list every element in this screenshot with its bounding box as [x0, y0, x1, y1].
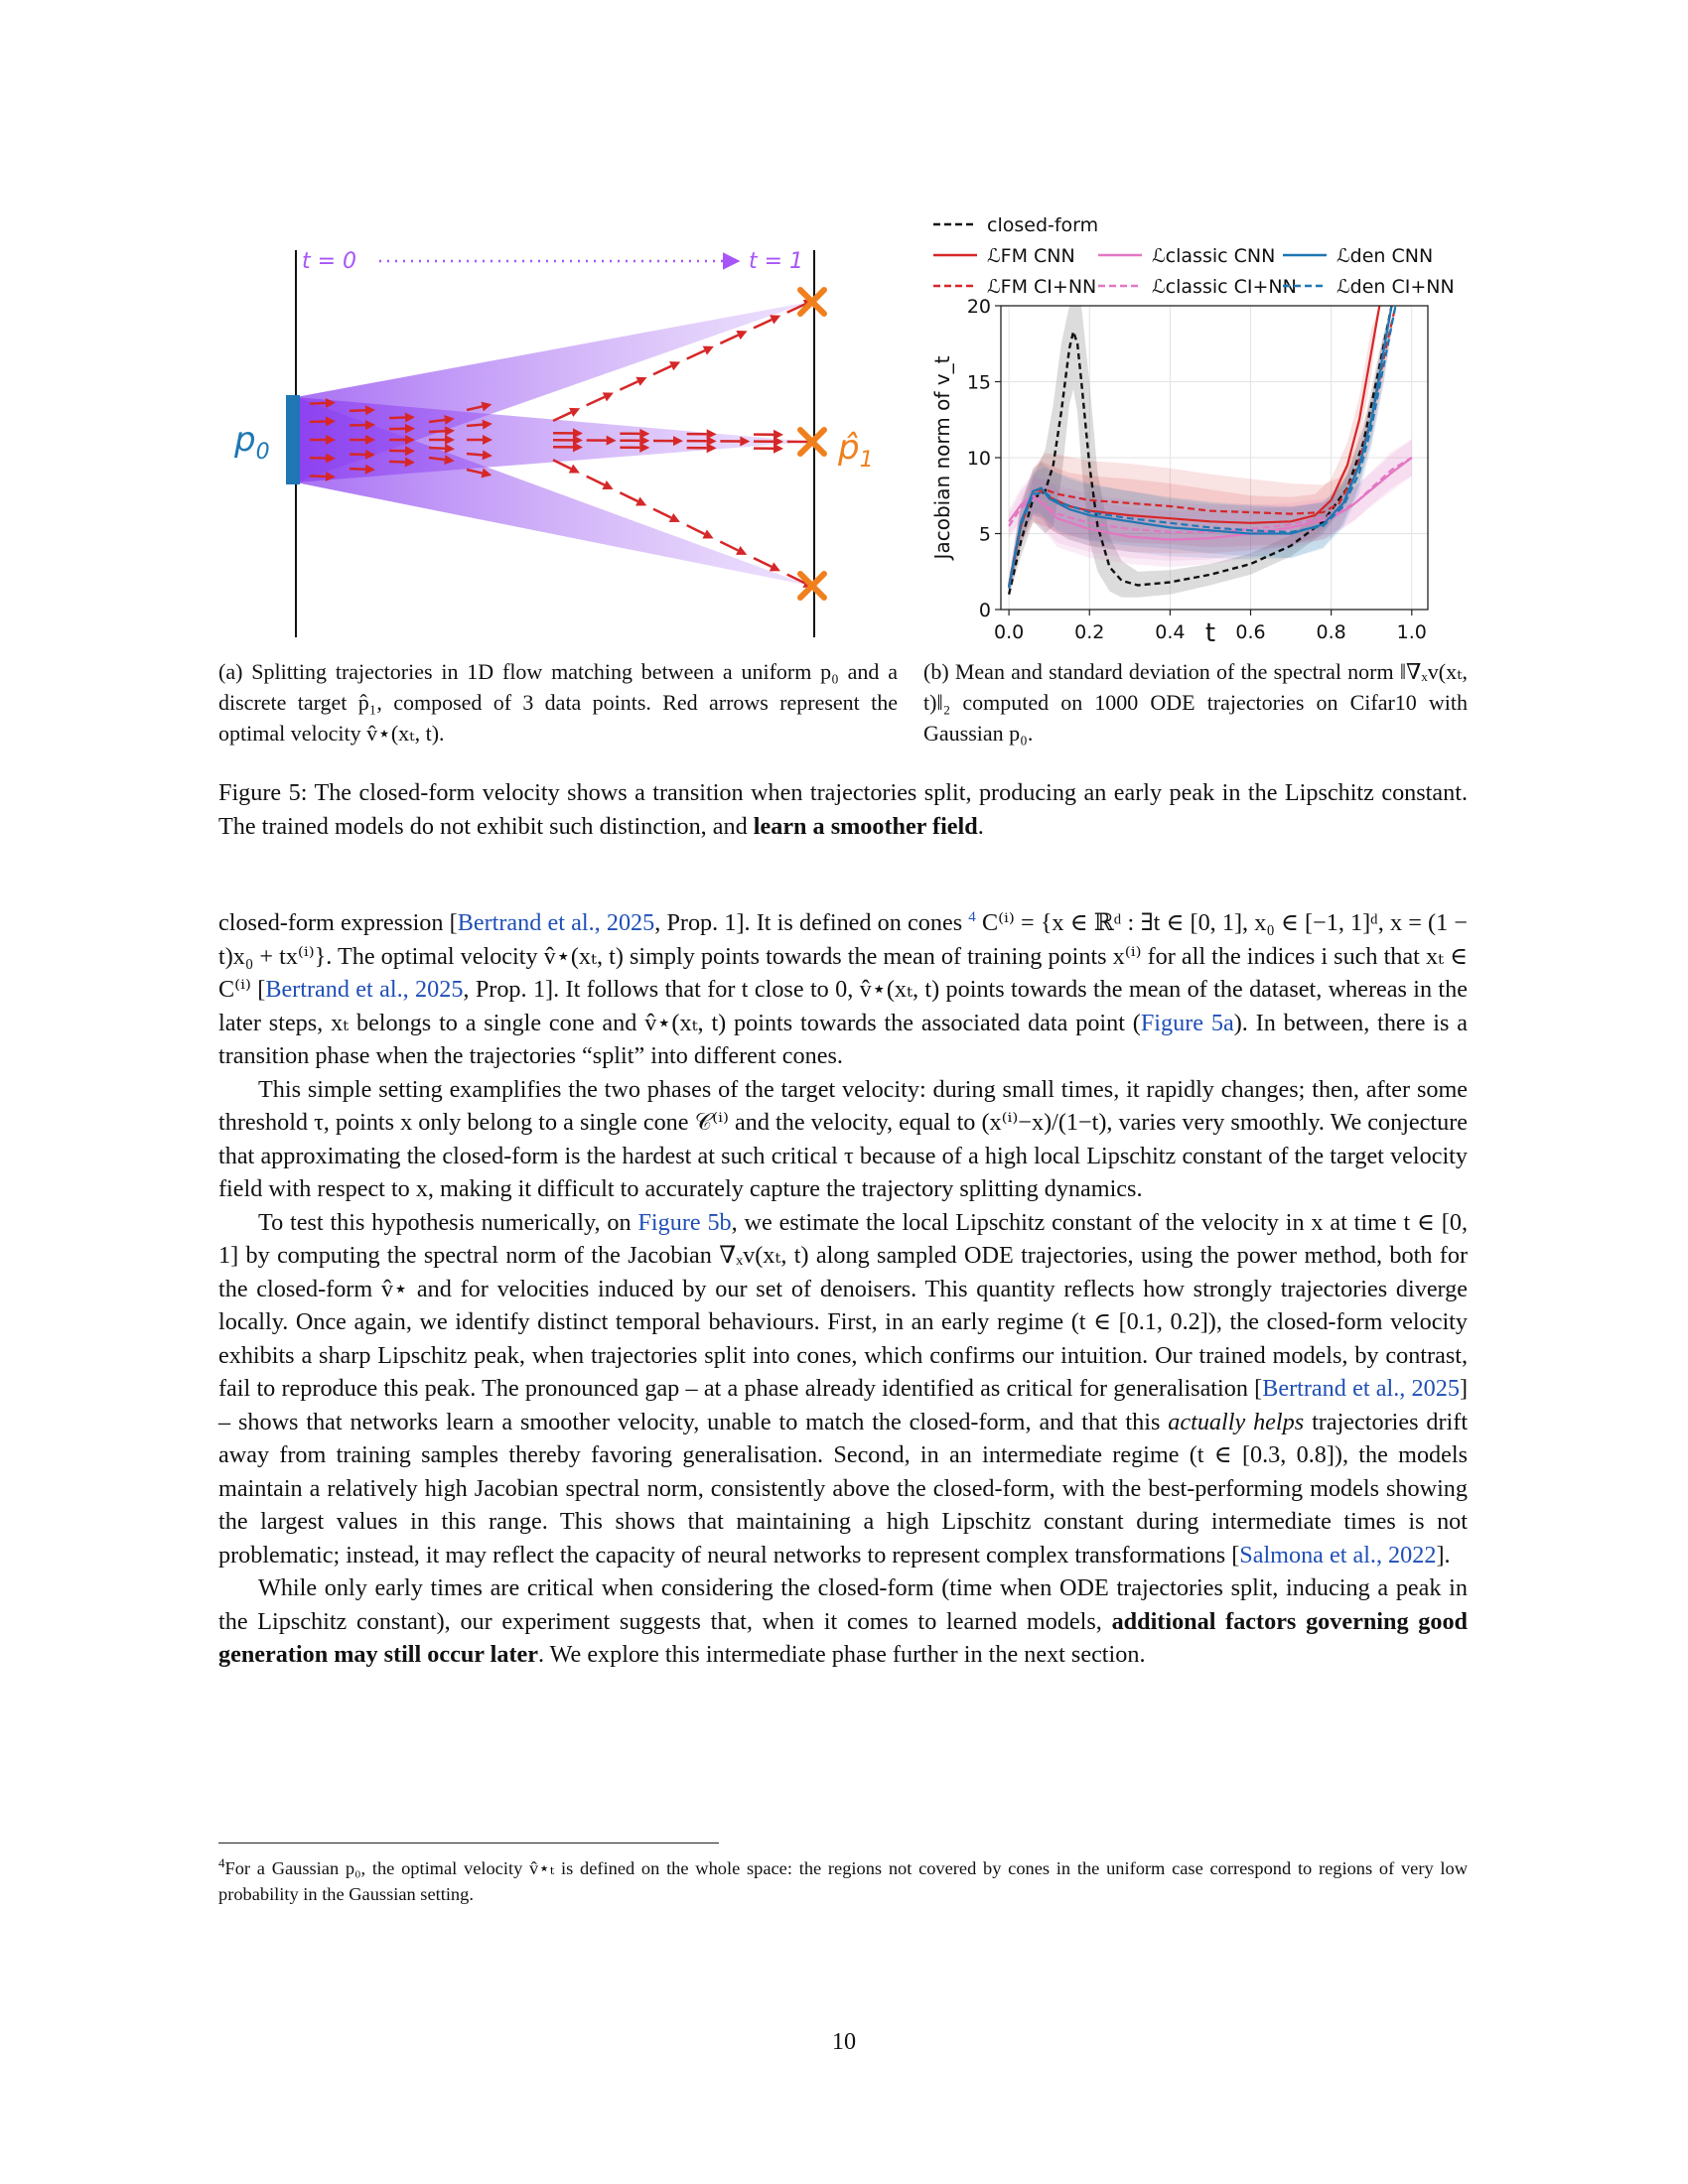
p3-text-a: To test this hypothesis numerically, on: [258, 1208, 632, 1236]
x-tick-label: 0.0: [994, 621, 1025, 643]
footnote-4: [218, 1850, 1468, 1907]
target-point-top: [800, 290, 824, 314]
y-axis-label: Jacobian norm of v_t: [930, 355, 954, 560]
x-axis-label: t: [1204, 618, 1216, 648]
y-tick-label: 10: [966, 448, 991, 470]
velocity-arrow-split: [429, 448, 445, 449]
velocity-arrow-cone-1: [620, 381, 637, 389]
legend-label: closed-form: [987, 214, 1099, 236]
velocity-arrow-split: [429, 431, 445, 432]
y-tick-label: 0: [978, 600, 991, 621]
velocity-arrow-cone-3: [653, 509, 671, 518]
link-figure-5a[interactable]: Figure 5a: [1140, 1009, 1234, 1036]
subcaption-b: (b) Mean and standard deviation of the spectral norm ‖∇ₓv(xₜ, t)‖₂ computed on 1000 ODE trajectories on Cifar10 with Gaussian p₀.: [923, 659, 1468, 746]
citation-bertrand-2025[interactable]: Bertrand et al., 2025: [457, 909, 655, 937]
chart-legend: [933, 214, 1455, 298]
citation-bertrand-2025-b[interactable]: Bertrand et al., 2025: [265, 976, 464, 1004]
velocity-arrow-early: [310, 476, 326, 477]
velocity-arrow-cone-3: [720, 542, 738, 551]
p3-text-b: , we estimate the local Lipschitz constant of the velocity in x at time t ∈ [0, 1] by computing the spectral norm of the Jacobian ∇ₓv(xₜ, t) along sampled ODE trajectories, using the power method, both for the closed-form v̂⋆ and for velocities induced by our set of denoisers. This quantity reflects how strongly trajectories diverge locally. Once again, we identify distinct temporal behaviours. First, in an early regime (t ∈ [0.1, 0.2]), the closed-form velocity exhibits a sharp Lipschitz peak, when trajectories split into cones, which confirms our intuition. Our trained models, by contrast, fail to reproduce this peak. The pronounced gap – at a phase already identified as critical for generalisation [: [218, 1208, 1469, 1403]
velocity-arrow-cone-3: [587, 477, 605, 485]
x-tick-label: 0.8: [1316, 621, 1346, 643]
figure-5a-diagram: [218, 238, 894, 645]
page-number: 10: [831, 2028, 857, 2055]
p1-text-c: C⁽ⁱ⁾ = {x ∈ ℝᵈ : ∃t ∈ [0, 1], x₀ ∈ [−1, 1]ᵈ, x = (1 − t)x₀ + tx⁽ⁱ⁾}. The optimal velocity v̂⋆(xₜ, t) simply points towards the mean of training points x⁽ⁱ⁾ for all the indices i such that xₜ ∈ C⁽ⁱ⁾ [: [218, 909, 1468, 1004]
velocity-arrow-cone-3: [687, 525, 705, 534]
legend-label: ℒden CI+NN: [1336, 276, 1455, 298]
legend-entry: [1098, 276, 1297, 298]
footnote-mark: 4: [218, 1855, 225, 1870]
velocity-arrow-early: [350, 410, 365, 411]
p3-text-e: ].: [1436, 1541, 1451, 1569]
p4-bold: additional factors governing good generation may still occur later: [218, 1607, 1468, 1669]
legend-entry: [1283, 245, 1433, 267]
figure-caption-end: .: [977, 812, 984, 840]
paragraph-3: [218, 1206, 1468, 1572]
velocity-arrow-early: [350, 469, 365, 470]
p3-text-d: trajectories drift away from training samples thereby favoring generalisation. Second, in an intermediate regime (t ∈ [0.3, 0.8]), the models maintain a relatively high Jacobian spectral norm, consistently above the closed-form, with the best-performing models showing the largest values in this range. This shows that maintaining a high Lipschitz constant during intermediate times is not problematic; instead, it may reflect the capacity of neural networks to represent complex transformations [: [218, 1408, 1469, 1569]
figure-5-caption: [218, 776, 1468, 843]
figure-caption-text: The closed-form velocity shows a transition when trajectories split, producing an early peak in the Lipschitz constant. The trained models do not exhibit such distinction, and: [218, 779, 1468, 840]
legend-label: ℒclassic CNN: [1152, 245, 1276, 267]
y-tick-label: 15: [966, 371, 991, 394]
x-tick-label: 0.2: [1074, 621, 1105, 643]
paragraph-4: [218, 1571, 1468, 1672]
footnote-ref-4[interactable]: 4: [968, 909, 976, 925]
figure-caption-bold: learn a smoother field: [753, 812, 978, 840]
citation-salmona-2022[interactable]: Salmona et al., 2022: [1239, 1541, 1437, 1569]
velocity-arrow-early: [310, 403, 326, 404]
p4-text-b: . We explore this intermediate phase further in the next section.: [537, 1641, 1146, 1669]
velocity-arrow-cone-1: [587, 397, 605, 405]
label-p1: $p̂_1$: [838, 428, 874, 473]
velocity-arrow-split: [467, 454, 483, 455]
velocity-arrow-cone-1: [754, 320, 772, 328]
legend-entry: [933, 214, 1098, 236]
paragraph-1: [218, 901, 1468, 1073]
body-text: [218, 901, 1468, 1672]
legend-entry: [933, 245, 1075, 267]
legend-entry: [1283, 276, 1455, 298]
source-distribution-bar: [286, 395, 300, 484]
legend-entry: [1098, 245, 1275, 267]
velocity-arrow-cone-3: [754, 558, 772, 567]
legend-label: ℒclassic CI+NN: [1152, 276, 1297, 298]
footnote-text: For a Gaussian p₀, the optimal velocity v̂⋆ₜ is defined on the whole space: the regions not covered by cones in the uniform case correspond to regions of very low probability in the Gaussian setting.: [218, 1858, 1468, 1905]
velocity-arrow-cone-2b-head: [774, 430, 783, 440]
label-t0: t = 0: [302, 249, 357, 274]
y-tick-label: 5: [978, 523, 991, 546]
legend-label: ℒFM CNN: [987, 245, 1075, 267]
label-p0: $p_0$: [234, 420, 270, 465]
citation-bertrand-2025-c[interactable]: Bertrand et al., 2025: [1262, 1375, 1460, 1403]
x-tick-label: 0.6: [1235, 621, 1266, 643]
x-tick-label: 1.0: [1396, 621, 1427, 643]
velocity-arrow-early: [389, 462, 405, 463]
velocity-arrow-cone-1: [687, 350, 705, 358]
p4-text-a: While only early times are critical when considering the closed-form (time when ODE trajectories split, inducing a peak in the Lipschitz constant), our experiment suggests that, when it comes to learned models,: [218, 1574, 1468, 1635]
label-t1: t = 1: [749, 249, 804, 274]
p3-text-c: ] – shows that networks learn a smoother velocity, unable to match the closed-form, and that this: [218, 1375, 1468, 1435]
legend-label: ℒden CNN: [1336, 245, 1434, 267]
velocity-arrow-cone-2c-head: [774, 444, 783, 454]
legend-label: ℒFM CI+NN: [987, 276, 1097, 298]
p1-text-d: , Prop. 1]. It follows that for t close to 0, v̂⋆(xₜ, t) points towards the mean of the dataset, whereas in the later steps, xₜ belongs to a single cone and v̂⋆(xₜ, t) points towards the associated data point (: [218, 976, 1468, 1036]
velocity-arrow-early: [389, 418, 405, 419]
x-tick-label: 0.4: [1155, 621, 1186, 643]
subcaption-a: (a) Splitting trajectories in 1D flow matching between a uniform p₀ and a discrete target p̂₁, composed of 3 data points. Red arrows represent the optimal velocity v̂⋆(xₜ, t).: [218, 659, 898, 746]
legend-entry: [933, 276, 1096, 298]
y-tick-label: 20: [966, 296, 991, 318]
velocity-arrow-cone-1: [553, 412, 571, 420]
paragraph-2: This simple setting examplifies the two phases of the target velocity: during small times, it rapidly changes; then, after some threshold τ, points x only belong to a single cone 𝒞⁽ⁱ⁾ and the velocity, equal to (x⁽ⁱ⁾−x)/(1−t), varies very smoothly. We conjecture that approximating the closed-form is the hardest at such critical τ because of a high local Lipschitz constant of the target velocity field with respect to x, making it difficult to accurately capture the trajectory splitting dynamics.: [218, 1075, 1468, 1203]
p1-text-b: , Prop. 1]. It is defined on cones: [654, 909, 963, 937]
velocity-arrow-cone-3: [620, 492, 637, 501]
velocity-arrow-cone-1: [653, 366, 671, 374]
p3-emphasis: actually helps: [1168, 1408, 1305, 1435]
velocity-arrow-cone-1: [720, 336, 738, 343]
p1-text-e: ). In between, there is a transition phase when the trajectories “split” into different cones.: [218, 1009, 1468, 1070]
figure-5b-chart: [914, 208, 1470, 655]
figure-label: Figure 5:: [218, 779, 308, 806]
p1-text-a: closed-form expression [: [218, 909, 458, 937]
velocity-arrow-split: [467, 425, 483, 426]
link-figure-5b[interactable]: Figure 5b: [637, 1208, 732, 1236]
